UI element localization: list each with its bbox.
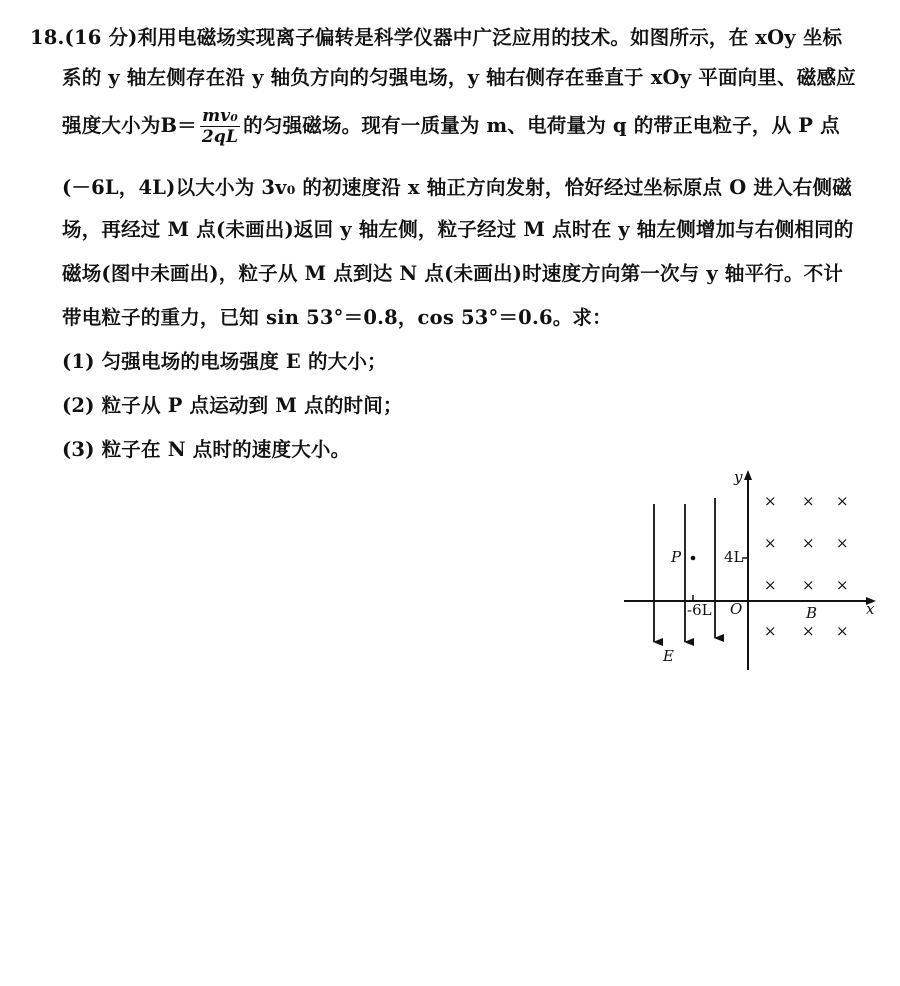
magnetic-field-fraction [200,106,240,147]
field-mark-cross-icon: × [802,622,815,640]
problem-line-3-pre: 强度大小为B＝ [62,114,197,137]
problem-line-3-post: 的匀强磁场。现有一质量为 m、电荷量为 q 的带正电粒子，从 P 点 [243,114,840,137]
field-mark-cross-icon: × [836,492,849,510]
problem-line-5-text: 场，再经过 M 点(未画出)返回 y 轴左侧，粒子经过 M 点时在 y 轴左侧增加与右侧相同的 [62,218,854,241]
problem-line-4-text: (－6L，4L)以大小为 3v₀ 的初速度沿 x 轴正方向发射，恰好经过坐标原点 O 进入右侧磁 [62,176,852,199]
fraction-denominator: 2qL [201,127,239,147]
field-mark-cross-icon: × [764,534,777,552]
field-mark-cross-icon: × [836,576,849,594]
field-mark-cross-icon: × [802,534,815,552]
question-1 [62,346,387,374]
label-b: B [806,604,818,622]
problem-line-7 [62,302,612,330]
problem-line-6-text: 磁场(图中未画出)，粒子从 M 点到达 N 点(未画出)时速度方向第一次与 y 轴平行。不计 [62,262,844,285]
field-diagram [622,468,892,678]
problem-points: (16 分) [64,26,138,49]
field-mark-cross-icon: × [836,622,849,640]
label-neg6l: -6L [687,601,712,619]
question-2 [62,390,403,418]
question-2-text: (2) 粒子从 P 点运动到 M 点的时间； [62,394,403,417]
question-3-text: (3) 粒子在 N 点时的速度大小。 [62,438,351,461]
question-1-text: (1) 匀强电场的电场强度 E 的大小； [62,350,387,373]
field-mark-cross-icon: × [802,492,815,510]
point-p-dot [691,556,696,561]
problem-line-3 [62,106,840,147]
label-e: E [663,647,674,665]
fraction-numerator: mv₀ [200,106,240,127]
field-mark-cross-icon: × [802,576,815,594]
problem-line-1-text: 利用电磁场实现离子偏转是科学仪器中广泛应用的技术。如图所示，在 xOy 坐标 [137,26,843,49]
problem-line-7-text: 带电粒子的重力，已知 sin 53°＝0.8，cos 53°＝0.6。求： [62,306,612,329]
label-4l: 4L [724,548,744,566]
problem-line-2-text: 系的 y 轴左侧存在沿 y 轴负方向的匀强电场，y 轴右侧存在垂直于 xOy 平面向里、磁感应 [62,66,856,89]
y-axis-arrow-icon [744,470,752,480]
problem-line-6 [62,258,843,286]
question-3 [62,434,350,462]
problem-line-1 [30,22,842,50]
field-mark-cross-icon: × [764,492,777,510]
y-axis-label: y [734,468,743,486]
problem-line-5 [62,214,854,242]
label-p: P [671,548,682,566]
label-origin: O [730,600,743,618]
field-mark-cross-icon: × [764,576,777,594]
problem-number: 18. [30,26,65,49]
problem-line-4 [62,172,852,200]
problem-line-2 [62,62,856,90]
field-mark-cross-icon: × [764,622,777,640]
field-mark-cross-icon: × [836,534,849,552]
x-axis-label: x [866,600,875,618]
